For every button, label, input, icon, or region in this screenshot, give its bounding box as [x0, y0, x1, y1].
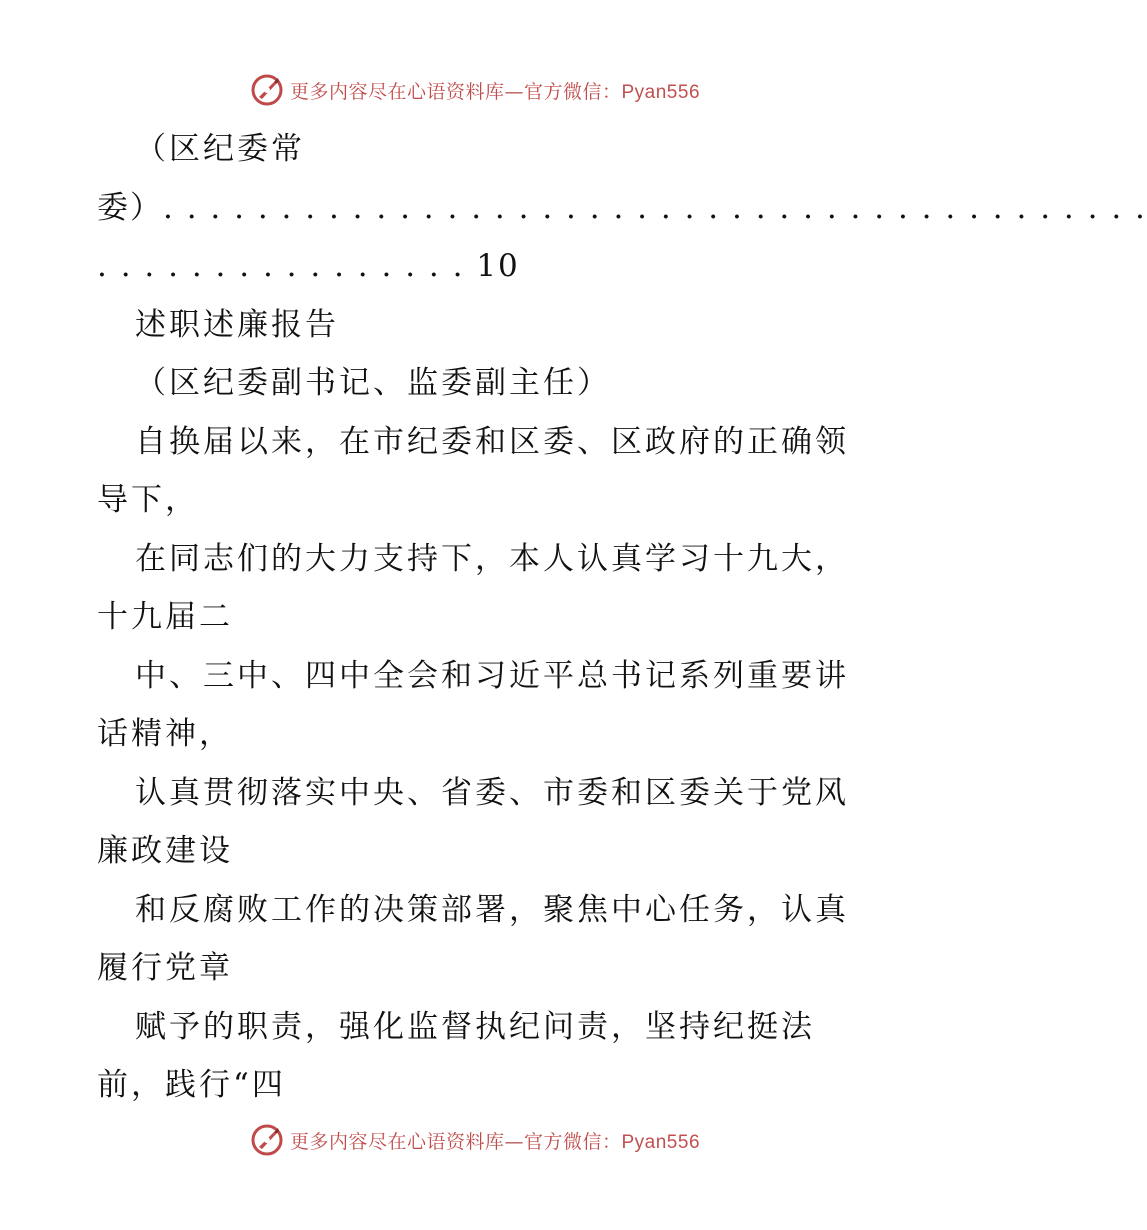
watermark-text — [290, 1127, 700, 1154]
toc-entry-title-part: （区纪委常 — [135, 131, 305, 167]
paragraph-line: 在同志们的大力支持下，本人认真学习十九大， — [135, 540, 849, 577]
watermark-separator: — — [504, 80, 524, 103]
footer-watermark — [0, 1120, 950, 1160]
paragraph-line: 前，践行“四 — [97, 1067, 286, 1103]
watermark-account-id: Pyan556 — [621, 81, 701, 103]
watermark-account-label: 官方微信： — [523, 80, 622, 103]
paragraph-line: 十九届二 — [97, 599, 233, 635]
report-title: 述职述廉报告 — [135, 306, 339, 343]
paragraph-line: 和反腐败工作的决策部署，聚焦中心任务，认真 — [135, 891, 849, 928]
document-body — [97, 120, 1147, 1115]
watermark-main-text: 更多内容尽在心语资料库 — [289, 80, 505, 103]
toc-entry-page-line: . . . . . . . . . . . . . . . . 10 — [97, 248, 520, 284]
watermark-text — [290, 77, 700, 104]
paragraph-line: 赋予的职责，强化监督执纪问责，坚持纪挺法 — [135, 1008, 815, 1045]
paragraph-line: 履行党章 — [97, 950, 233, 986]
paragraph-line: 廉政建设 — [97, 833, 233, 869]
paragraph-line: 导下， — [97, 482, 199, 518]
paragraph-line: 自换届以来，在市纪委和区委、区政府的正确领 — [135, 423, 849, 460]
quill-logo-icon — [250, 1123, 284, 1157]
header-watermark — [0, 70, 950, 110]
paragraph-line: 中、三中、四中全会和习近平总书记系列重要讲 — [135, 657, 849, 694]
watermark-account-id: Pyan556 — [621, 1131, 701, 1153]
watermark-separator: — — [504, 1130, 524, 1153]
watermark-main-text: 更多内容尽在心语资料库 — [289, 1130, 505, 1153]
watermark-account-label: 官方微信： — [523, 1130, 622, 1153]
report-subtitle: （区纪委副书记、监委副主任） — [135, 365, 611, 401]
toc-entry-leader-line: 委）. . . . . . . . . . . . . . . . . . . . . . . . . . . . . . . . . . . . . . . . . . — [97, 189, 1147, 226]
paragraph-line: 认真贯彻落实中央、省委、市委和区委关于党风 — [135, 774, 849, 811]
paragraph-line: 话精神， — [97, 716, 233, 752]
quill-logo-icon — [250, 73, 284, 107]
